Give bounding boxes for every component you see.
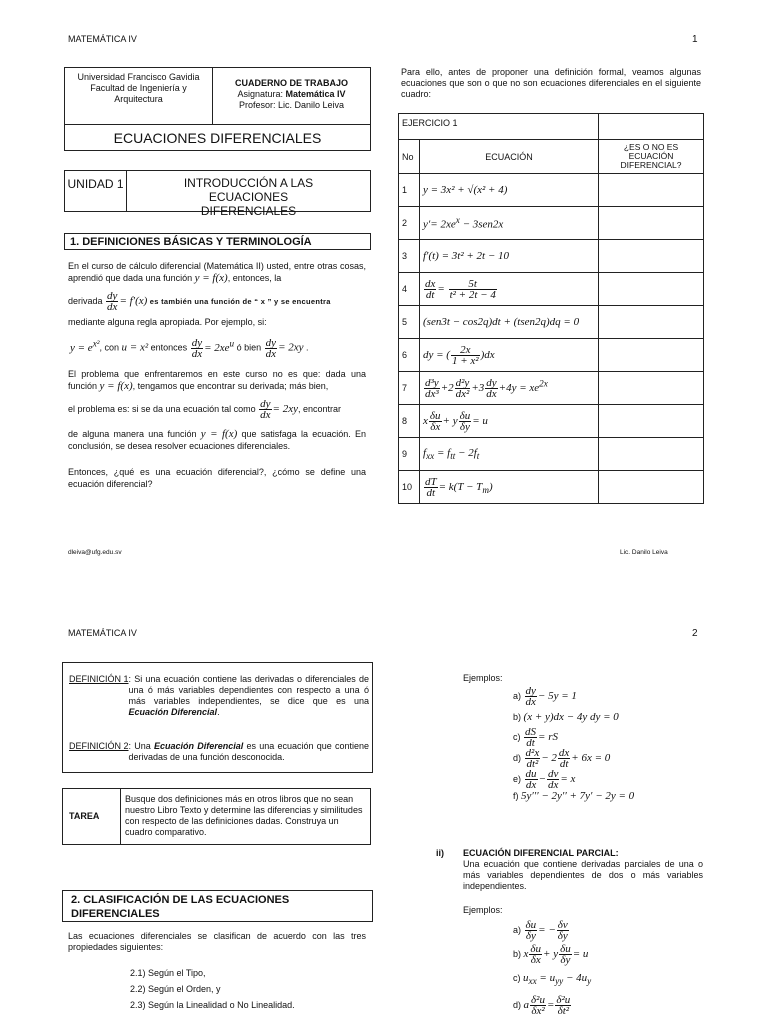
ex-entonces: entonces [150, 342, 188, 353]
ii-label: ii) [436, 848, 444, 858]
footer-author: Lic. Danilo Leiva [620, 549, 668, 556]
para1d: es también una función de “ x ” y se encuentra [149, 297, 331, 306]
university-cell [65, 68, 213, 124]
formula-y-fx: y = f(x) [194, 272, 228, 284]
definitions-box [62, 662, 373, 773]
answer-cell[interactable] [599, 174, 704, 207]
ex-label: b) [513, 949, 522, 959]
para2f: que satisfaga la ecuación. En conclusión, se desea resolver ecuaciones diferenciales. [68, 429, 366, 451]
equation-10: $\frac{dT}{dt}$ = $k(T - T_m)$ [420, 471, 599, 504]
page1-header-left: MATEMÁTICA IV [68, 34, 137, 44]
paragraph-1 [68, 260, 366, 284]
def2-label: DEFINICIÓN 2 [69, 741, 129, 751]
equation-8: x $\frac{\delta u}{\delta x}$ + y $\frac{\delta u}{\delta y}$ = u [420, 405, 599, 438]
profesor: Profesor: Lic. Danilo Leiva [238, 100, 345, 110]
ex-label: c) [513, 973, 521, 983]
paragraph-2: El problema que enfrentaremos en este curso no es que: dada una función y = f(x), tengamos que encontrar su derivada; más bien, [68, 369, 366, 392]
answer-cell[interactable] [599, 339, 704, 372]
university-line: Universidad Francisco Gavidia [77, 72, 200, 82]
para1b: , entonces, la [227, 273, 282, 283]
equation-9: $f_{xx} = f_{tt} - 2f_t$ [420, 438, 599, 471]
col-es: ¿ES O NO ES ECUACIÓN DIFERENCIAL? [599, 140, 704, 174]
ii-title: ECUACIÓN DIFERENCIAL PARCIAL: [463, 848, 619, 858]
page2-page-number: 2 [692, 628, 698, 639]
example-f: f) 5y′′′ − 2y′′ + 7y′ − 2y = 0 [513, 790, 635, 802]
row-no: 5 [399, 306, 420, 339]
ejemplos-1: Ejemplos: [463, 673, 503, 683]
unidad-label [65, 171, 127, 211]
ii-text: Una ecuación que contiene derivadas parciales de una o más variables dependientes de dos o más variables independientes. [463, 859, 703, 891]
row-no: 4 [399, 273, 420, 306]
ex-label: d) [513, 753, 522, 764]
row-no: 8 [399, 405, 420, 438]
def1-label: DEFINICIÓN 1 [69, 674, 129, 684]
row-no: 6 [399, 339, 420, 372]
para2a: El problema que enfrentaremos en este curso no es que: dada una función [68, 369, 366, 391]
def2-term: Ecuación Diferencial [153, 741, 244, 751]
page2-header-left: MATEMÁTICA IV [68, 628, 137, 638]
example-c: c) $\frac{dS}{dt}$ = rS [513, 726, 558, 749]
answer-cell[interactable] [599, 207, 704, 240]
page1-page-number: 1 [692, 34, 698, 45]
tarea-box [62, 788, 371, 845]
ex-obien: ó bien [236, 342, 262, 353]
examples-ordinary [513, 686, 634, 802]
equation-6: dy = ( $\frac{2x}{\text{1 + x²}}$ )dx [420, 339, 599, 372]
answer-cell[interactable] [599, 306, 704, 339]
pde-example-c: c) $u_{xx} = u_{yy} - 4u_y$ [513, 972, 592, 987]
para2b: , tengamos que encontrar su derivada; más bien, [132, 381, 329, 391]
pde-example-a: a) $\frac{\delta u}{\delta y}$ = − $\frac{\delta v}{\delta y}$ [513, 918, 568, 942]
answer-cell[interactable] [599, 405, 704, 438]
formula-dydx: $\frac{dy}{dx}$ [107, 290, 118, 314]
exercise-title-empty [599, 114, 704, 140]
paragraph-2-c: de alguna manera una función y = f(x) que satisfaga la ecuación. En conclusión, se desea resolver ecuaciones diferenciales. [68, 428, 366, 451]
asignatura [213, 89, 370, 100]
ejemplos-2: Ejemplos: [463, 905, 503, 915]
pde-example-b: b) x $\frac{\delta u}{\delta x}$ + y $\frac{\delta u}{\delta y}$ = u [513, 942, 589, 966]
definition-1: DEFINICIÓN 1 : Si una ecuación contiene las derivadas o diferenciales de una ó más variables dependientes con respecto a una ó más variables independientes, se dice que es una Ecuación Diferencial. [69, 674, 369, 717]
def2-text-c: es una ecuación que contiene derivadas de una función desconocida. [128, 741, 369, 762]
footer-email: dleiva@ufg.edu.sv [68, 549, 122, 556]
asignatura-label: Asignatura: [237, 89, 286, 99]
def1-text: : Si una ecuación contiene las derivadas o diferenciales de una ó más variables dependientes con respecto a una ó más variables independientes, se dice que es una [128, 674, 369, 706]
clasificacion-list [130, 965, 295, 1013]
para1c: derivada [68, 296, 103, 306]
def1-term: Ecuación Diferencial [128, 707, 218, 717]
tarea-text: Busque dos definiciones más en otros libros que no sean nuestro Libro Texto y determine las diferencias y similitudes con respecto de las definiciones dadas. Construya un cuadro comparativo. [125, 794, 363, 837]
section2-heading: 2. CLASIFICACIÓN DE LAS ECUACIONES DIFERENCIALES [62, 890, 373, 922]
row-no: 2 [399, 207, 420, 240]
equation-5: (sen3t − cos2q)dt + (tsen2q)dq = 0 [420, 306, 599, 339]
para1a: En el curso de cálculo diferencial (Matemática II) usted, entre otras cosas, aprendió que dada una función [68, 261, 366, 283]
cuaderno-title: CUADERNO DE TRABAJO [234, 78, 348, 88]
equation-1: y = 3x² + √(x² + 4) [420, 174, 599, 207]
row-no: 9 [399, 438, 420, 471]
para1e: mediante alguna regla apropiada. Por ejemplo, si: [68, 317, 267, 327]
ex-label: e) [513, 774, 522, 785]
faculty-line: Facultad de Ingeniería y [90, 83, 187, 93]
para-clasificacion: Las ecuaciones diferenciales se clasifican de acuerdo con las tres propiedades siguientes: [68, 931, 366, 952]
faculty-line-2: Arquitectura [114, 94, 163, 104]
equation-2: $y'= 2xe^x - 3sen2x$ [420, 207, 599, 240]
def2-text-a: : Una [128, 741, 154, 751]
row-no: 3 [399, 240, 420, 273]
row-no: 10 [399, 471, 420, 504]
unidad-block [64, 170, 371, 218]
ex-label: a) [513, 925, 522, 935]
definition-2 [69, 741, 369, 763]
equation-3: f′(t) = 3t² + 2t − 10 [420, 240, 599, 273]
paragraph-2-b: el problema es: si se da una ecuación tal como $\frac{dy}{dx}$ = 2xy, encontrar [68, 398, 341, 422]
ex-label: d) [513, 1000, 522, 1011]
answer-cell[interactable] [599, 273, 704, 306]
answer-cell[interactable] [599, 372, 704, 405]
para2d: , encontrar [297, 404, 341, 414]
ex-label: f) [513, 791, 519, 801]
example-e: e) $\frac{du}{dx}$ − $\frac{dv}{dx}$ = x [513, 768, 576, 791]
ex-label: a) [513, 691, 522, 702]
main-title: ECUACIONES DIFERENCIALES [65, 124, 370, 151]
ex-label: c) [513, 732, 521, 743]
answer-cell[interactable] [599, 438, 704, 471]
header-block [64, 67, 371, 151]
clasif-item: 2.1) Según el Tipo, [130, 968, 206, 978]
cuaderno-cell [213, 68, 370, 124]
example-a: a) $\frac{dy}{dx}$ − 5y = 1 [513, 685, 577, 708]
ex-label: b) [513, 712, 522, 722]
para2e: de alguna manera una función [68, 429, 197, 439]
examples-partial [513, 918, 591, 1017]
ex-con: , con [99, 342, 120, 353]
clasif-item: 2.2) Según el Orden, y [130, 984, 221, 994]
exercise-title: EJERCICIO 1 [399, 114, 599, 140]
section1-heading: 1. DEFINICIONES BÁSICAS Y TERMINOLOGÍA [64, 233, 371, 250]
unidad-text: UNIDAD 1 [67, 177, 124, 191]
example-d: d) $\frac{\text{d²x}}{\text{dt²}}$ − 2 $\frac{dx}{dt}$ + 6x = 0 [513, 747, 611, 770]
clasif-item: 2.3) Según la Linealidad o No Linealidad. [130, 1000, 295, 1010]
answer-cell[interactable] [599, 240, 704, 273]
para2c: el problema es: si se da una ecuación tal como [68, 404, 256, 414]
paragraph-3: Entonces, ¿qué es una ecuación diferencial?, ¿cómo se define una ecuación diferencial? [68, 467, 366, 489]
pde-example-d: d) a $\frac{\text{δ²u}}{\text{δx²}}$ = $\frac{\text{δ²u}}{\text{δt²}}$ [513, 994, 571, 1018]
paragraph-1-derivada: derivada $\frac{dy}{dx}$ = f′(x) es también una función de “ x ” y se encuentra [68, 290, 331, 314]
tarea-label: TAREA [63, 789, 121, 844]
row-no: 7 [399, 372, 420, 405]
equation-4: $\frac{dx}{dt}$ = $\frac{5t}{\text{t² + 2t − 4}}$ [420, 273, 599, 306]
unidad-title: INTRODUCCIÓN A LAS ECUACIONES DIFERENCIALES [183, 176, 314, 218]
col-ecuacion: ECUACIÓN [420, 140, 599, 174]
example-line: $y = e^{x^2}$, con u = x² entonces $\frac{dy}{dx}$ = $2xe^u$ ó bien $\frac{dy}{dx}$ = 2xy . [70, 336, 309, 360]
col-no: No [399, 140, 420, 174]
intro-right: Para ello, antes de proponer una definición formal, veamos algunas ecuaciones que son o que no son ecuaciones diferenciales en el siguiente cuadro: [401, 67, 701, 99]
answer-cell[interactable] [599, 471, 704, 504]
equation-7: $\frac{\text{d³y}}{\text{dx³}}$ +2 $\frac{\text{d²y}}{\text{dx²}}$ +3 $\frac{dy}{dx}$ $+4y = xe^{2x}$ [420, 372, 599, 405]
row-no: 1 [399, 174, 420, 207]
example-b: b) (x + y)dx − 4y dy = 0 [513, 711, 619, 723]
exercise-table [398, 113, 704, 504]
asignatura-value: Matemática IV [285, 89, 346, 99]
